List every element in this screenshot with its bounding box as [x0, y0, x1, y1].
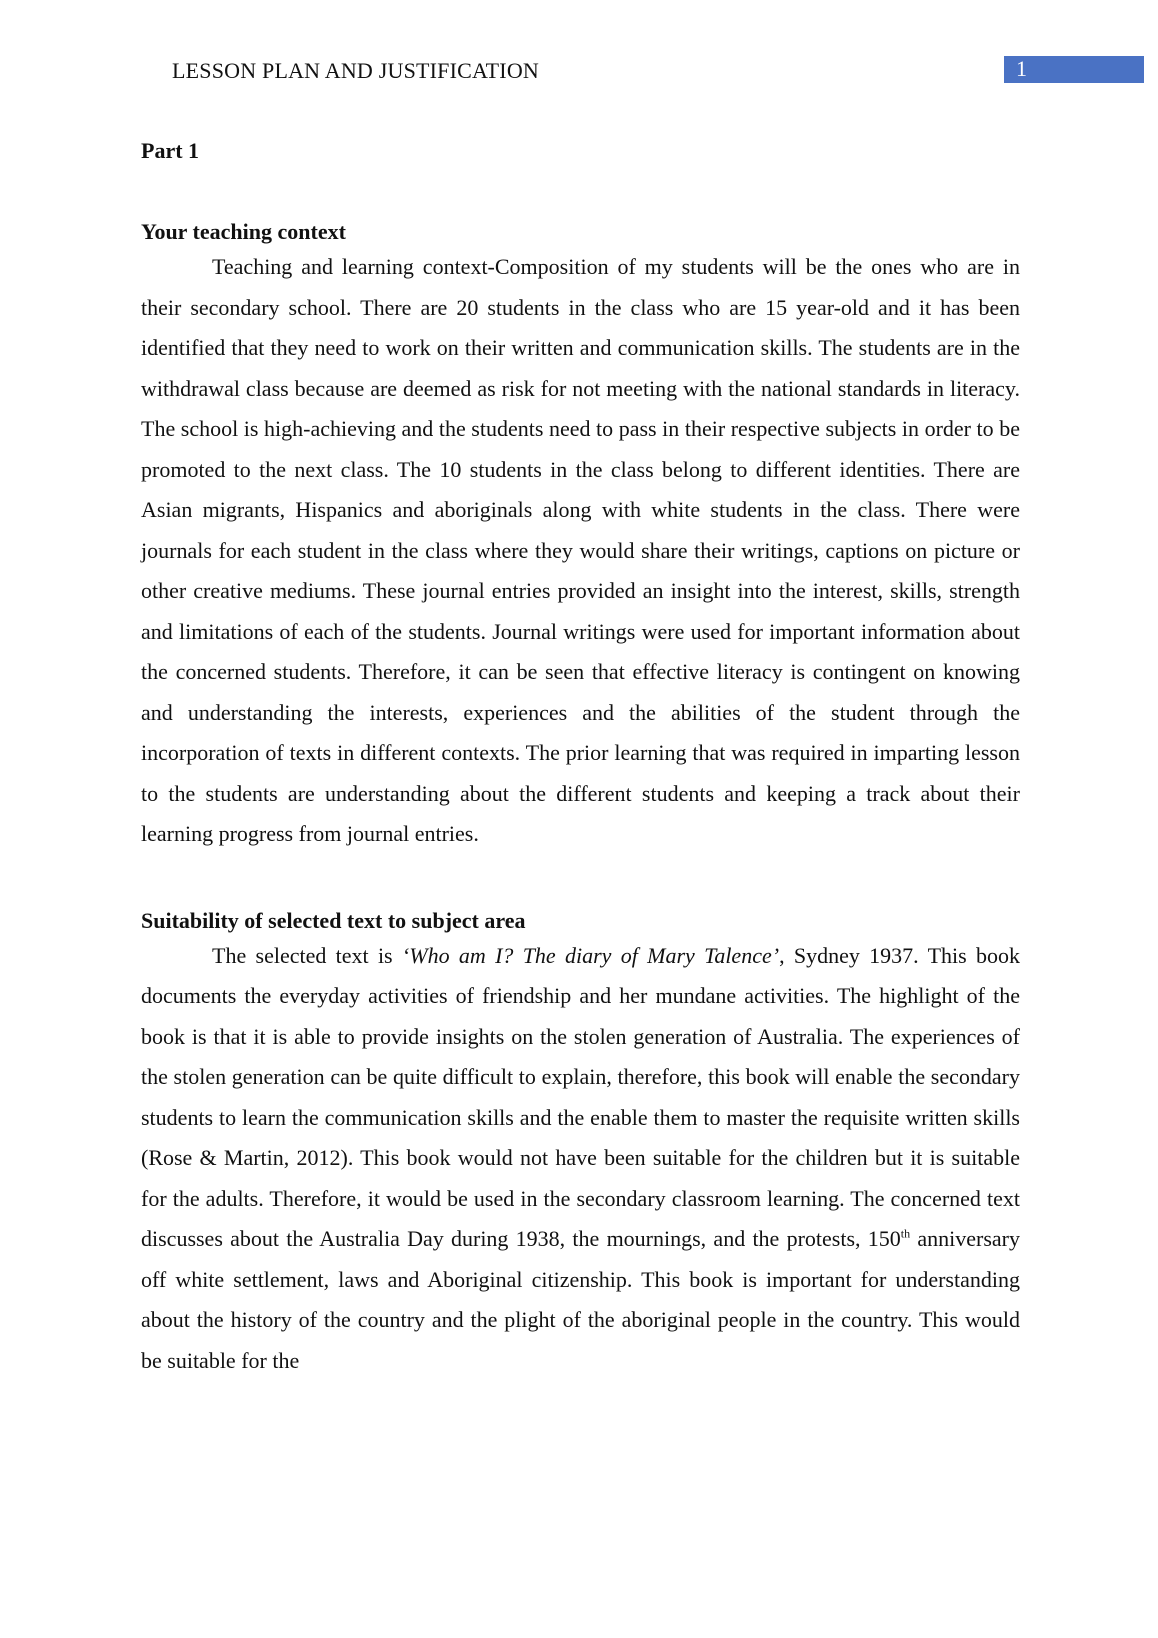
section-heading-teaching-context: Your teaching context: [141, 219, 346, 244]
page-number: 1: [1016, 56, 1027, 81]
paragraph-teaching-context: Teaching and learning context-Composition of my students will be the ones who are in their secondary school. There are 20 students in the class who are 15 year-old and it has been identified that they need to work on their written and communication skills. The students are in the withdrawal class because are deemed as risk for not meeting with the national standards in literacy. The school is high-achieving and the students need to pass in their respective subjects in order to be promoted to the next class. The 10 students in the class belong to different identities. There are Asian migrants, Hispanics and aboriginals along with white students in the class. There were journals for each student in the class where they would share their writings, captions on picture or other creative mediums. These journal entries provided an insight into the interest, skills, strength and limitations of each of the students. Journal writings were used for important information about the concerned students. Therefore, it can be seen that effective literacy is contingent on knowing and understanding the interests, experiences and the abilities of the student through the incorporation of texts in different contexts. The prior learning that was required in imparting lesson to the students are understanding about the different students and keeping a track about their learning progress from journal entries.: [141, 254, 1020, 846]
book-title: ‘Who am I? The diary of Mary Talence’: [401, 942, 780, 968]
running-head: LESSON PLAN AND JUSTIFICATION: [172, 58, 539, 83]
ordinal-suffix: th: [900, 1226, 911, 1241]
paragraph-suitability: [141, 936, 1020, 1382]
section-heading-suitability: Suitability of selected text to subject area: [141, 907, 526, 933]
page-number-badge: [1004, 56, 1144, 83]
suitability-text-b: anniversary off white settlement, laws and Aboriginal citizenship. This book is important for understanding about the history of the country and the plight of the aboriginal people in the country. This would be suitable for the: [141, 1226, 1020, 1373]
suitability-intro: The selected text is: [212, 942, 402, 968]
suitability-text-a: , Sydney 1937. This book documents the everyday activities of friendship and her mundane activities. The highlight of the book is that it is able to provide insights on the stolen generation of Australia. The experiences of the stolen generation can be quite difficult to explain, therefore, this book will enable the secondary students to learn the communication skills and the enable them to master the requisite written skills (Rose & Martin, 2012). This book would not have been suitable for the children but it is suitable for the adults. Therefore, it would be used in the secondary classroom learning. The concerned text discusses about the Australia Day during 1938, the mournings, and the protests, 150: [141, 942, 1020, 1251]
part-title: Part 1: [141, 138, 200, 163]
document-body: [141, 136, 1020, 1381]
